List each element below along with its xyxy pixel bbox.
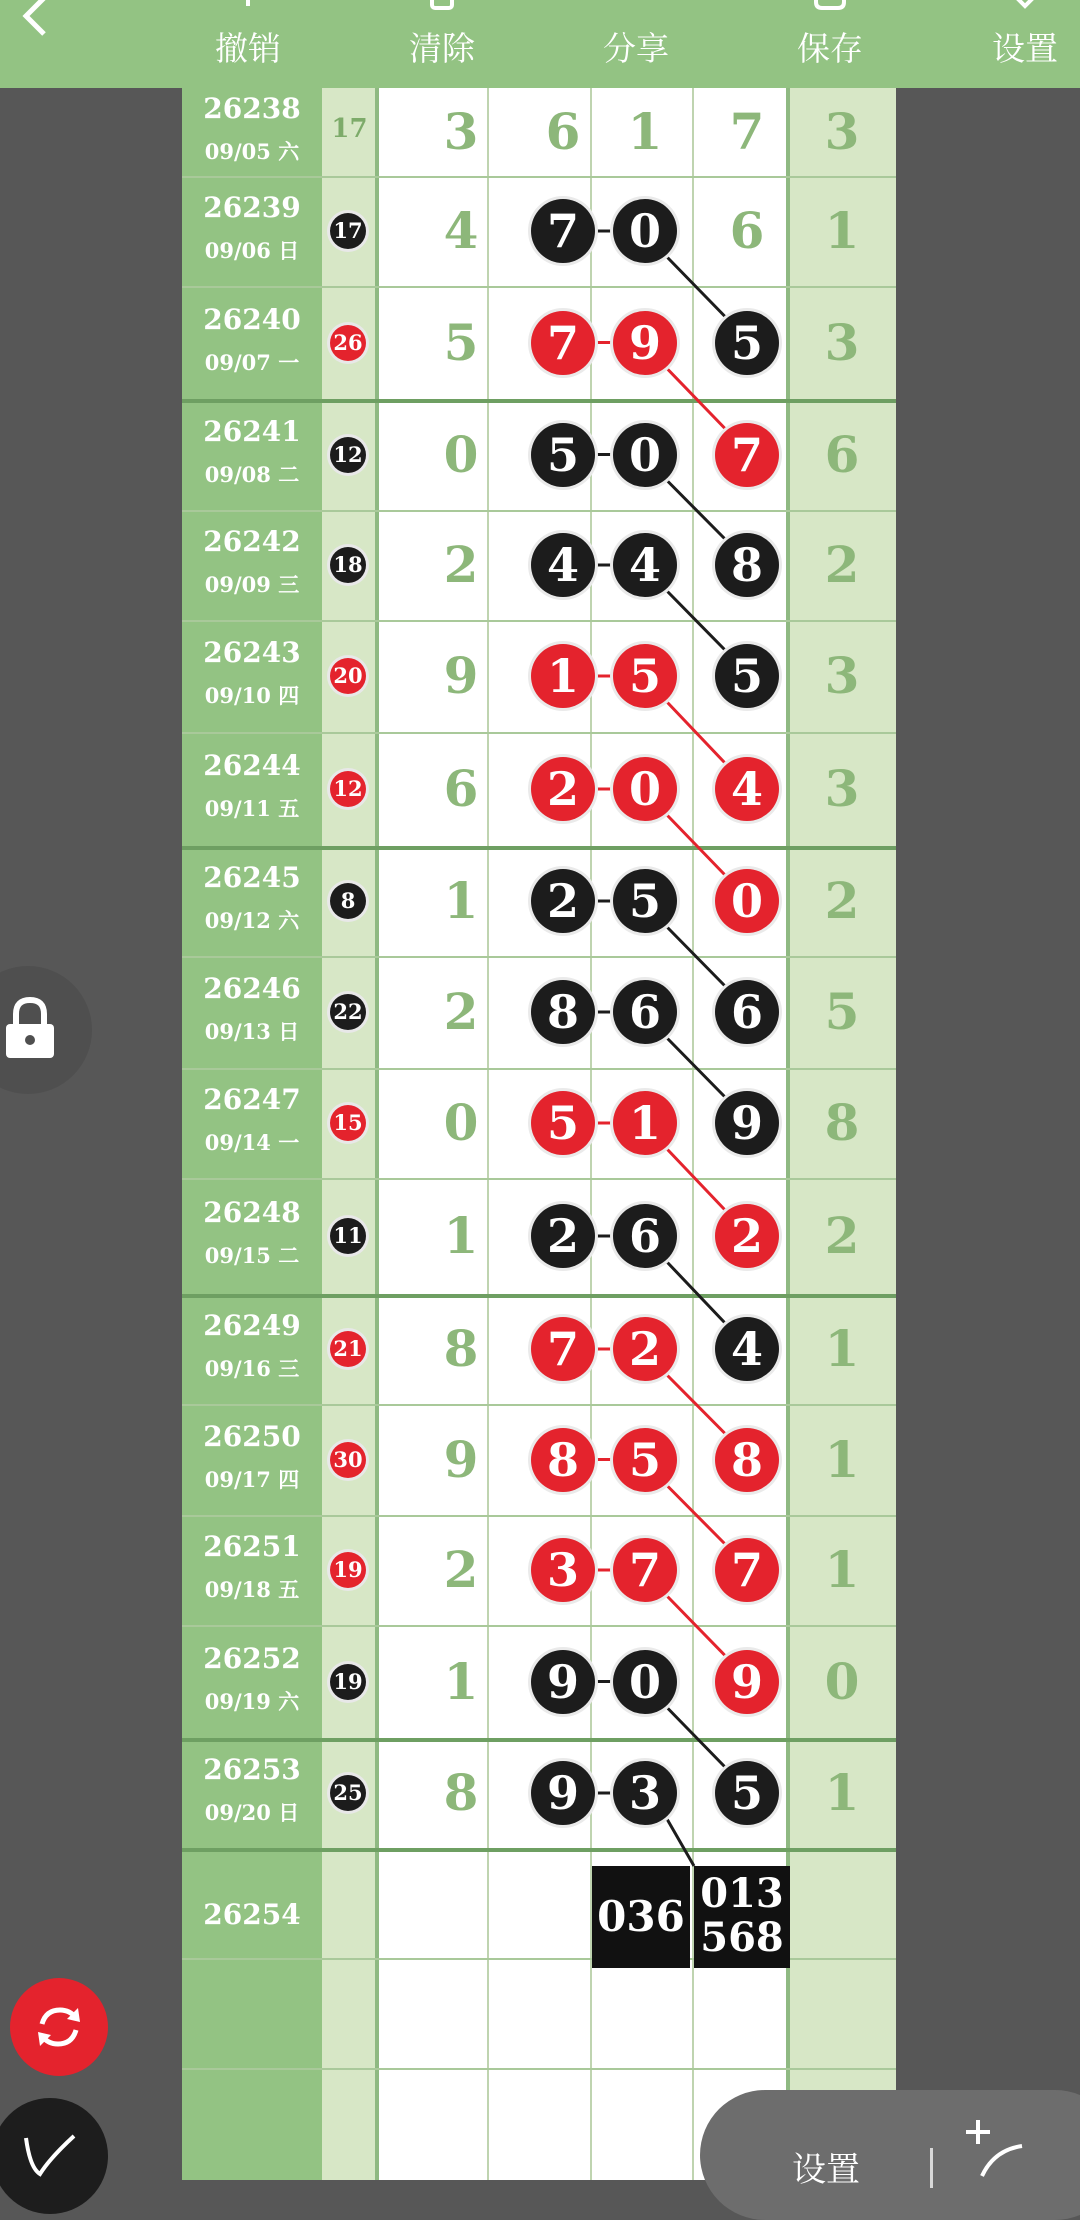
table-row <box>182 2068 896 2070</box>
digit-ball[interactable]: 1 <box>531 644 595 708</box>
left-digit: 0 <box>443 1093 479 1152</box>
digit-ball[interactable]: 7 <box>531 311 595 375</box>
right-digit: 3 <box>824 646 860 705</box>
digit-ball[interactable]: 2 <box>613 1317 677 1381</box>
period-date: 09/07 一 <box>204 349 300 375</box>
row-separator <box>182 846 896 850</box>
sum-ball: 22 <box>330 994 366 1030</box>
right-digit: 1 <box>824 1319 860 1378</box>
save-button[interactable] <box>760 0 900 88</box>
digit-ball[interactable]: 4 <box>715 757 779 821</box>
period-date: 09/11 五 <box>204 796 300 821</box>
sum-ball: 20 <box>330 658 366 694</box>
left-digit: 2 <box>443 1540 479 1599</box>
period-date: 09/06 日 <box>204 238 300 263</box>
digit-ball[interactable]: 5 <box>715 311 779 375</box>
left-digit: 2 <box>443 982 479 1041</box>
digit-ball[interactable]: 3 <box>613 1761 677 1825</box>
right-digit: 1 <box>824 1763 860 1822</box>
period-number: 26244 <box>203 749 301 782</box>
refresh-icon <box>34 2002 84 2052</box>
pill-divider <box>930 2148 933 2188</box>
digit-cell: 6 <box>729 201 765 260</box>
digit-ball[interactable]: 8 <box>715 1428 779 1492</box>
right-digit: 3 <box>824 312 860 372</box>
digit-cell: 6 <box>545 102 581 161</box>
prediction-right-line2: 568 <box>700 1914 784 1961</box>
share-label: 分享 <box>603 29 669 68</box>
left-digit: 8 <box>443 1319 479 1378</box>
row-separator <box>182 1294 896 1298</box>
period-date: 09/16 三 <box>204 1356 300 1381</box>
period-number: 26241 <box>203 414 301 448</box>
row-separator <box>182 176 896 178</box>
digit-ball[interactable]: 7 <box>715 1538 779 1602</box>
left-digit: 4 <box>443 201 479 260</box>
row-separator <box>182 399 896 403</box>
top-toolbar <box>0 0 1080 88</box>
digit-ball[interactable]: 8 <box>715 533 779 597</box>
digit-ball[interactable]: 2 <box>531 1204 595 1268</box>
digit-ball[interactable]: 9 <box>531 1761 595 1825</box>
save-label: 保存 <box>797 29 863 68</box>
digit-ball[interactable]: 4 <box>531 533 595 597</box>
period-number: 26246 <box>203 972 301 1005</box>
digit-ball[interactable]: 2 <box>715 1204 779 1268</box>
left-digit: 0 <box>443 424 479 484</box>
lock-icon <box>2 996 58 1062</box>
period-date: 09/17 四 <box>204 1466 300 1492</box>
period-date: 09/20 日 <box>204 1800 300 1825</box>
left-digit: 1 <box>443 871 479 930</box>
period-number: 26253 <box>203 1753 301 1786</box>
digit-ball[interactable]: 5 <box>613 644 677 708</box>
back-arrow-icon[interactable] <box>14 0 58 38</box>
clear-button[interactable] <box>372 0 512 88</box>
left-digit: 1 <box>443 1651 479 1711</box>
period-number: 26247 <box>203 1083 301 1116</box>
right-digit: 1 <box>824 1540 860 1599</box>
period-number: 26249 <box>203 1309 301 1342</box>
digit-ball[interactable]: 3 <box>531 1538 595 1602</box>
right-digit: 5 <box>824 982 860 1041</box>
row-separator <box>182 1404 896 1406</box>
row-separator <box>182 1738 896 1742</box>
lock-button[interactable] <box>0 966 92 1094</box>
bottom-settings-label: 设置 <box>792 2150 860 2190</box>
period-date: 09/05 六 <box>204 139 300 164</box>
period-number: 26242 <box>203 525 301 558</box>
period-date: 09/18 五 <box>204 1577 300 1602</box>
table-row <box>182 1848 896 1850</box>
digit-ball[interactable]: 5 <box>613 869 677 933</box>
digit-ball[interactable]: 9 <box>613 311 677 375</box>
digit-ball[interactable]: 6 <box>715 980 779 1044</box>
digit-ball[interactable]: 0 <box>613 423 677 487</box>
undo-button[interactable] <box>178 0 318 88</box>
right-digit: 1 <box>824 201 860 260</box>
row-separator <box>182 1625 896 1627</box>
digit-ball[interactable]: 7 <box>531 199 595 263</box>
digit-ball[interactable]: 2 <box>531 869 595 933</box>
save-icon <box>810 0 850 12</box>
period-number: 26238 <box>203 92 301 125</box>
settings-label: 设置 <box>992 29 1058 68</box>
row-separator <box>182 510 896 512</box>
left-digit: 3 <box>443 102 479 161</box>
sum-ball: 19 <box>330 1664 366 1700</box>
add-curve-icon[interactable] <box>960 2114 1030 2184</box>
digit-ball[interactable]: 5 <box>715 1761 779 1825</box>
refresh-button[interactable] <box>10 1978 108 2076</box>
period-date: 09/08 二 <box>204 461 300 487</box>
digit-ball[interactable]: 1 <box>613 1091 677 1155</box>
prediction-right-line1: 013 <box>700 1870 784 1917</box>
share-button[interactable] <box>566 0 706 88</box>
right-digit: 2 <box>824 535 860 594</box>
row-separator <box>182 620 896 622</box>
sum-value: 17 <box>331 114 368 144</box>
sum-ball: 25 <box>330 1775 366 1811</box>
digit-ball[interactable]: 5 <box>715 644 779 708</box>
right-digit: 6 <box>824 424 860 484</box>
settings-icon <box>1005 0 1045 12</box>
row-separator <box>182 1178 896 1180</box>
digit-ball[interactable]: 5 <box>613 1428 677 1492</box>
left-digit: 5 <box>443 312 479 372</box>
right-digit: 8 <box>824 1093 860 1152</box>
period-number: 26251 <box>203 1530 301 1563</box>
prediction-box-right[interactable] <box>694 1866 790 1968</box>
digit-ball[interactable]: 8 <box>531 980 595 1044</box>
digit-ball[interactable]: 0 <box>715 869 779 933</box>
digit-ball[interactable]: 7 <box>531 1317 595 1381</box>
sum-ball: 30 <box>330 1442 366 1478</box>
undo-icon <box>228 0 268 12</box>
settings-button[interactable] <box>955 0 1080 88</box>
bottom-settings-pill[interactable] <box>700 2090 1080 2220</box>
period-date: 09/13 日 <box>204 1019 300 1044</box>
sum-ball: 15 <box>330 1105 366 1141</box>
period-date: 09/14 一 <box>204 1130 300 1155</box>
left-digit: 6 <box>443 759 479 818</box>
sum-ball: 19 <box>330 1552 366 1588</box>
digit-ball[interactable]: 0 <box>613 1650 677 1714</box>
right-digit: 3 <box>824 759 860 818</box>
trend-chart-grid <box>182 88 896 2180</box>
sum-ball: 8 <box>330 883 366 919</box>
sum-ball: 12 <box>330 771 366 807</box>
digit-ball[interactable]: 9 <box>715 1650 779 1714</box>
digit-ball[interactable]: 6 <box>613 1204 677 1268</box>
clear-label: 清除 <box>409 29 475 68</box>
digit-ball[interactable]: 9 <box>715 1091 779 1155</box>
period-number: 26252 <box>203 1641 301 1675</box>
right-digit: 1 <box>824 1429 860 1489</box>
right-digit: 0 <box>824 1651 860 1711</box>
digit-ball[interactable]: 7 <box>715 423 779 487</box>
pen-icon <box>20 2128 80 2188</box>
row-separator <box>182 2068 896 2070</box>
sum-ball: 18 <box>330 547 366 583</box>
row-separator <box>182 956 896 958</box>
row-separator <box>182 286 896 288</box>
right-digit: 2 <box>824 871 860 930</box>
sum-ball: 11 <box>330 1218 366 1254</box>
left-digit: 9 <box>443 646 479 705</box>
left-digit: 8 <box>443 1763 479 1822</box>
digit-cell: 1 <box>627 102 663 161</box>
digit-ball[interactable]: 0 <box>613 199 677 263</box>
row-separator <box>182 1848 896 1852</box>
digit-ball[interactable]: 5 <box>531 423 595 487</box>
period-date: 09/09 三 <box>204 572 300 597</box>
period-number: 26245 <box>203 861 301 894</box>
left-digit: 2 <box>443 535 479 594</box>
digit-ball[interactable]: 4 <box>613 533 677 597</box>
row-separator <box>182 1068 896 1070</box>
period-number: 26243 <box>203 636 301 669</box>
sum-ball: 17 <box>330 213 366 249</box>
left-digit: 9 <box>443 1429 479 1489</box>
digit-ball[interactable]: 4 <box>715 1317 779 1381</box>
period-number: 26239 <box>203 191 301 224</box>
prediction-box-middle[interactable]: 036 <box>592 1866 690 1968</box>
row-separator <box>182 1515 896 1517</box>
period-number: 26248 <box>203 1196 301 1229</box>
period-date: 09/12 六 <box>204 908 300 933</box>
period-number: 26250 <box>203 1419 301 1453</box>
undo-label: 撤销 <box>215 29 281 68</box>
digit-ball[interactable]: 0 <box>613 757 677 821</box>
period-date: 09/15 二 <box>204 1243 300 1268</box>
digit-ball[interactable]: 8 <box>531 1428 595 1492</box>
period-number: 26240 <box>203 302 301 336</box>
sum-ball: 26 <box>330 325 366 361</box>
digit-ball[interactable]: 2 <box>531 757 595 821</box>
right-digit: 3 <box>824 102 860 161</box>
next-period-number: 26254 <box>203 1898 301 1931</box>
digit-ball[interactable]: 6 <box>613 980 677 1044</box>
digit-ball[interactable]: 9 <box>531 1650 595 1714</box>
digit-cell: 7 <box>729 102 765 161</box>
period-date: 09/10 四 <box>204 683 300 708</box>
digit-ball[interactable]: 5 <box>531 1091 595 1155</box>
sum-ball: 12 <box>330 437 366 473</box>
row-separator <box>182 732 896 734</box>
digit-ball[interactable]: 7 <box>613 1538 677 1602</box>
right-digit: 2 <box>824 1206 860 1265</box>
period-date: 09/19 六 <box>204 1688 300 1714</box>
left-digit: 1 <box>443 1206 479 1265</box>
sum-ball: 21 <box>330 1331 366 1367</box>
pen-button[interactable] <box>0 2098 108 2214</box>
clear-icon <box>422 0 462 12</box>
